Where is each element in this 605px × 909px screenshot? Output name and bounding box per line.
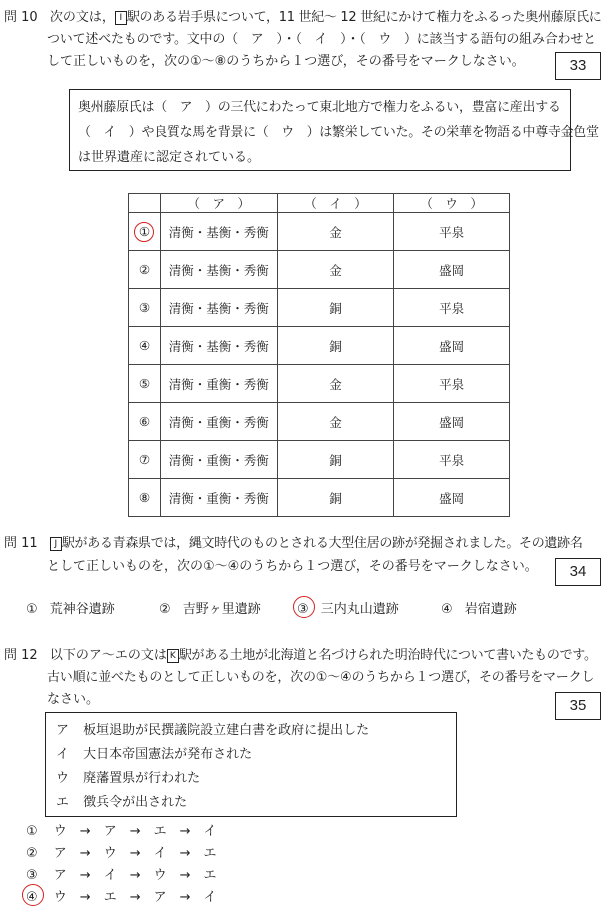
table-row[interactable] [129, 365, 510, 403]
q12-option[interactable] [26, 886, 216, 905]
table-cell: 清衡・重衡・秀衡 [160, 441, 277, 479]
q12-answer-number: 35 [555, 692, 601, 720]
q10-passage-line2: （ イ ）や良質な馬を背景に（ ウ ）は繁栄していた。その栄華を物語る中尊寺金色堂 [78, 125, 599, 140]
choice-number[interactable]: ⑦ [129, 441, 161, 479]
table-header-cell: （ ア ） [160, 194, 277, 213]
q11-number: 問 11 [4, 536, 38, 551]
choice-number[interactable]: ③ [129, 289, 161, 327]
table-cell: 清衡・重衡・秀衡 [160, 403, 277, 441]
selected-choice-circle[interactable]: ① [134, 222, 154, 242]
table-row[interactable] [129, 479, 510, 517]
q11-option[interactable] [26, 598, 115, 617]
q12-text-a: 以下のア～エの文は [49, 648, 167, 663]
table-header-cell [129, 194, 161, 213]
table-cell: 盛岡 [394, 479, 510, 517]
table-cell: 金 [277, 213, 394, 251]
q11-station-marker: J [50, 537, 62, 551]
table-cell: 清衡・基衡・秀衡 [160, 327, 277, 365]
statement-label: ウ [56, 771, 70, 786]
statement-text: 板垣退助が民撰議院設立建白書を政府に提出した [83, 723, 370, 738]
table-cell: 銅 [277, 327, 394, 365]
q12-station-marker: K [167, 649, 179, 663]
choice-number[interactable]: ③ [26, 868, 38, 883]
table-cell: 盛岡 [394, 403, 510, 441]
table-row[interactable] [129, 327, 510, 365]
table-cell: 清衡・重衡・秀衡 [160, 365, 277, 403]
table-row[interactable] [129, 441, 510, 479]
selected-choice-circle [22, 884, 44, 906]
selected-choice-number[interactable]: ④ [26, 890, 38, 905]
option-sequence: ア → イ → ウ → エ [53, 868, 217, 883]
option-text: 荒神谷遺跡 [49, 602, 115, 617]
table-row[interactable] [129, 403, 510, 441]
table-cell: 清衡・重衡・秀衡 [160, 479, 277, 517]
q10-passage-box [69, 89, 599, 171]
table-header-row [129, 194, 510, 213]
q10-text-line2: ついて述べたものです。文中の（ ア ）・（ イ ）・（ ウ ）に該当する語句の組み合わせと [47, 32, 596, 47]
statement [56, 743, 252, 762]
statement-text: 徴兵令が出された [83, 795, 188, 810]
table-cell: 平泉 [394, 213, 510, 251]
q11-option[interactable] [441, 598, 517, 617]
q10-answer-number: 33 [555, 52, 601, 80]
table-row[interactable] [129, 251, 510, 289]
table-cell: 平泉 [394, 365, 510, 403]
q11-text-line2: として正しいものを，次の①～④のうちから１つ選び，その番号をマークしなさい。 [47, 559, 538, 574]
choice-number[interactable]: ② [159, 602, 171, 617]
q12-number: 問 12 [4, 648, 38, 663]
q12-option[interactable] [26, 820, 216, 839]
q12-statements-box [45, 712, 457, 817]
table-cell: 盛岡 [394, 327, 510, 365]
q12-text-b: 駅がある土地が北海道と名づけられた明治時代について書いたものです。 [178, 648, 597, 663]
choice-number[interactable]: ⑥ [129, 403, 161, 441]
selected-choice-number[interactable]: ③ [297, 602, 309, 617]
option-text: 岩宿遺跡 [464, 602, 517, 617]
q10-text-a: 次の文は， [49, 10, 115, 25]
choice-number[interactable]: ⑤ [129, 365, 161, 403]
q10-number: 問 10 [4, 10, 38, 25]
option-sequence: ウ → ア → エ → イ [53, 824, 217, 839]
statement-text: 廃藩置県が行われた [83, 771, 201, 786]
table-header-cell: （ イ ） [277, 194, 394, 213]
q10-passage-line1: 奥州藤原氏は（ ア ）の三代にわたって東北地方で権力をふるい，豊富に産出する [78, 100, 561, 115]
option-sequence: ア → ウ → イ → エ [53, 846, 217, 861]
choice-number[interactable]: ① [26, 824, 38, 839]
q11-option[interactable] [159, 598, 261, 617]
q12-text-line2: 古い順に並べたものとして正しいものを，次の①～④のうちから１つ選び，その番号をマークし [47, 670, 595, 685]
selected-choice-circle [293, 596, 315, 618]
choice-number[interactable]: ② [129, 251, 161, 289]
q11-answer-number: 34 [555, 558, 601, 586]
q12-option[interactable] [26, 864, 216, 883]
statement [56, 791, 187, 810]
choice-number[interactable]: ⑧ [129, 479, 161, 517]
q10-options-table [128, 193, 510, 517]
statement [56, 719, 369, 738]
choice-number[interactable]: ④ [129, 327, 161, 365]
table-row[interactable] [129, 289, 510, 327]
table-cell: 金 [277, 365, 394, 403]
table-cell: 清衡・基衡・秀衡 [160, 289, 277, 327]
q10-station-marker: I [115, 11, 127, 25]
q12-option[interactable] [26, 842, 216, 861]
statement-label: ア [56, 723, 70, 738]
statement-label: エ [56, 795, 70, 810]
q12-text-line3: なさい。 [47, 692, 100, 707]
table-cell: 金 [277, 251, 394, 289]
option-text: 吉野ヶ里遺跡 [182, 602, 261, 617]
table-cell: 清衡・基衡・秀衡 [160, 213, 277, 251]
choice-number[interactable]: ④ [441, 602, 453, 617]
table-cell: 平泉 [394, 441, 510, 479]
q10-passage-line3: は世界遺産に認定されている。 [78, 150, 261, 165]
choice-number[interactable]: ① [26, 602, 38, 617]
table-header-cell: （ ウ ） [394, 194, 510, 213]
q10-text-line3: して正しいものを，次の①～⑧のうちから１つ選び，その番号をマークしなさい。 [47, 54, 525, 69]
table-cell: 銅 [277, 441, 394, 479]
statement [56, 767, 200, 786]
table-cell: 平泉 [394, 289, 510, 327]
table-row[interactable] [129, 213, 510, 251]
option-sequence: ウ → エ → ア → イ [53, 890, 217, 905]
option-text: 三内丸山遺跡 [320, 602, 399, 617]
table-cell: 銅 [277, 289, 394, 327]
table-cell: 銅 [277, 479, 394, 517]
q11-text-line1: 駅がある青森県では，縄文時代のものとされる大型住居の跡が発掘されました。その遺跡名 [61, 536, 583, 551]
q10-text-b: 駅のある岩手県について，11 世紀～ 12 世紀にかけて権力をふるった奥州藤原氏に [126, 10, 602, 25]
statement-text: 大日本帝国憲法が発布された [83, 747, 253, 762]
table-cell: 金 [277, 403, 394, 441]
table-cell: 盛岡 [394, 251, 510, 289]
choice-number[interactable]: ② [26, 846, 38, 861]
table-cell: 清衡・基衡・秀衡 [160, 251, 277, 289]
statement-label: イ [56, 747, 70, 762]
